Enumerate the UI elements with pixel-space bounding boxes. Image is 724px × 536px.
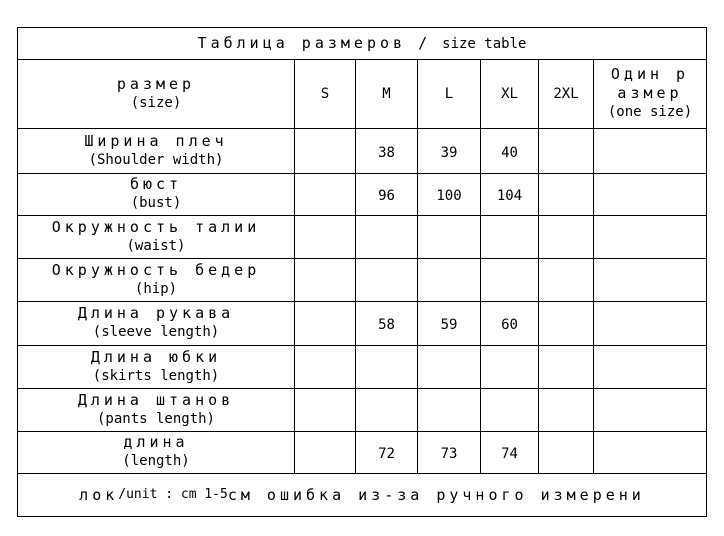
- title-en: size table: [442, 36, 527, 52]
- cell-value: 100: [436, 188, 462, 204]
- row-label-ru: Окружность бедер: [51, 260, 261, 279]
- row-label: [18, 173, 295, 215]
- table-cell: [295, 345, 356, 388]
- row-label: [18, 345, 295, 388]
- table-cell: [481, 388, 539, 431]
- table-row: [18, 345, 706, 389]
- table-cell: [594, 345, 706, 388]
- table-title: [18, 28, 706, 60]
- table-cell: [356, 388, 418, 431]
- table-cell: [481, 258, 539, 301]
- table-row: [18, 173, 706, 216]
- cell-value: 74: [501, 446, 518, 462]
- table-cell: [594, 128, 706, 173]
- table-cell: [539, 215, 594, 258]
- table-cell: [418, 258, 481, 301]
- table-row: [18, 128, 706, 174]
- row-label-en: (pants length): [96, 410, 215, 427]
- cell-value: 58: [378, 317, 395, 333]
- header-size-s: S: [295, 59, 356, 128]
- cell-value: 38: [378, 144, 395, 161]
- table-cell: [481, 301, 539, 345]
- table-row: [18, 215, 706, 259]
- table-cell: [539, 431, 594, 473]
- cell-value: 104: [496, 188, 523, 204]
- header-size-m: M: [356, 59, 418, 128]
- row-label: [18, 431, 295, 473]
- table-cell: [539, 388, 594, 431]
- footer-prefix: лок: [79, 485, 119, 504]
- table-cell: [481, 215, 539, 258]
- cell-value: 40: [501, 144, 518, 161]
- cell-value: 59: [440, 317, 458, 333]
- table-cell: [295, 258, 356, 301]
- table-cell: [295, 388, 356, 431]
- table-cell: [356, 128, 418, 173]
- row-label-ru: длина: [123, 433, 189, 451]
- cell-value: 72: [378, 446, 395, 462]
- table-row: [18, 388, 706, 432]
- row-label-ru: бюст: [129, 175, 183, 193]
- row-label: [18, 258, 295, 301]
- row-label-en: (hip): [134, 280, 178, 297]
- table-cell: [295, 215, 356, 258]
- row-label-ru: Окружность талии: [51, 217, 261, 236]
- size-label-ru: размер: [116, 74, 196, 93]
- footer-note: [18, 473, 706, 516]
- table-cell: [356, 173, 418, 215]
- footer-unit: /unit : cm 1-5: [118, 487, 228, 502]
- size-table: [17, 27, 707, 517]
- cell-value: 39: [440, 144, 458, 161]
- title-separator: /: [406, 34, 443, 52]
- header-size-2xl: 2XL: [539, 59, 594, 128]
- header-size-label: [18, 59, 295, 128]
- cell-value: 96: [378, 188, 395, 204]
- table-cell: [594, 258, 706, 301]
- table-cell: [418, 128, 481, 173]
- header-one-size: Один р азмер (one size): [607, 65, 693, 120]
- row-label-ru: Длина штанов: [77, 390, 235, 409]
- row-label-en: (skirts length): [92, 367, 220, 384]
- table-cell: [539, 173, 594, 215]
- table-cell: [418, 345, 481, 388]
- row-label-ru: Ширина плеч: [84, 131, 228, 150]
- table-cell: [481, 345, 539, 388]
- table-row: [18, 431, 706, 474]
- row-label-ru: Длина юбки: [90, 347, 222, 366]
- table-cell: [594, 301, 706, 345]
- title-ru: Таблица размеров: [197, 34, 407, 52]
- row-label: [18, 301, 295, 345]
- table-cell: [539, 128, 594, 173]
- table-cell: [481, 173, 539, 215]
- table-cell: [295, 173, 356, 215]
- table-cell: [594, 173, 706, 215]
- row-label-en: (waist): [126, 237, 186, 254]
- table-cell: [539, 258, 594, 301]
- table-cell: [418, 173, 481, 215]
- row-label: [18, 128, 295, 173]
- cell-value: 73: [440, 446, 458, 462]
- table-cell: [539, 345, 594, 388]
- table-cell: [295, 431, 356, 473]
- row-label: [18, 388, 295, 431]
- table-cell: [594, 431, 706, 473]
- table-cell: [356, 431, 418, 473]
- cell-value: 60: [501, 317, 518, 333]
- footer-ru: см ошибка из-за ручного измерени: [227, 485, 645, 504]
- row-label-en: (Shoulder width): [88, 151, 224, 168]
- table-row: [18, 258, 706, 302]
- table-cell: [539, 301, 594, 345]
- table-cell: [594, 215, 706, 258]
- table-cell: [481, 431, 539, 473]
- table-cell: [481, 128, 539, 173]
- table-cell: [418, 215, 481, 258]
- table-row: [18, 301, 706, 346]
- header-size-l: L: [418, 59, 481, 128]
- table-cell: [356, 258, 418, 301]
- table-cell: [356, 345, 418, 388]
- table-cell: [356, 301, 418, 345]
- table-cell: [418, 301, 481, 345]
- size-label-en: (size): [130, 94, 182, 111]
- row-label: [18, 215, 295, 258]
- table-cell: [594, 388, 706, 431]
- header-size-xl: XL: [481, 59, 539, 128]
- row-label-ru: Длина рукава: [77, 304, 235, 322]
- row-label-en: (bust): [130, 195, 182, 211]
- table-cell: [295, 301, 356, 345]
- table-cell: [418, 431, 481, 473]
- row-label-en: (sleeve length): [92, 324, 220, 340]
- table-cell: [295, 128, 356, 173]
- row-label-en: (length): [122, 453, 190, 469]
- header-row: [18, 59, 706, 129]
- table-cell: [418, 388, 481, 431]
- table-cell: [356, 215, 418, 258]
